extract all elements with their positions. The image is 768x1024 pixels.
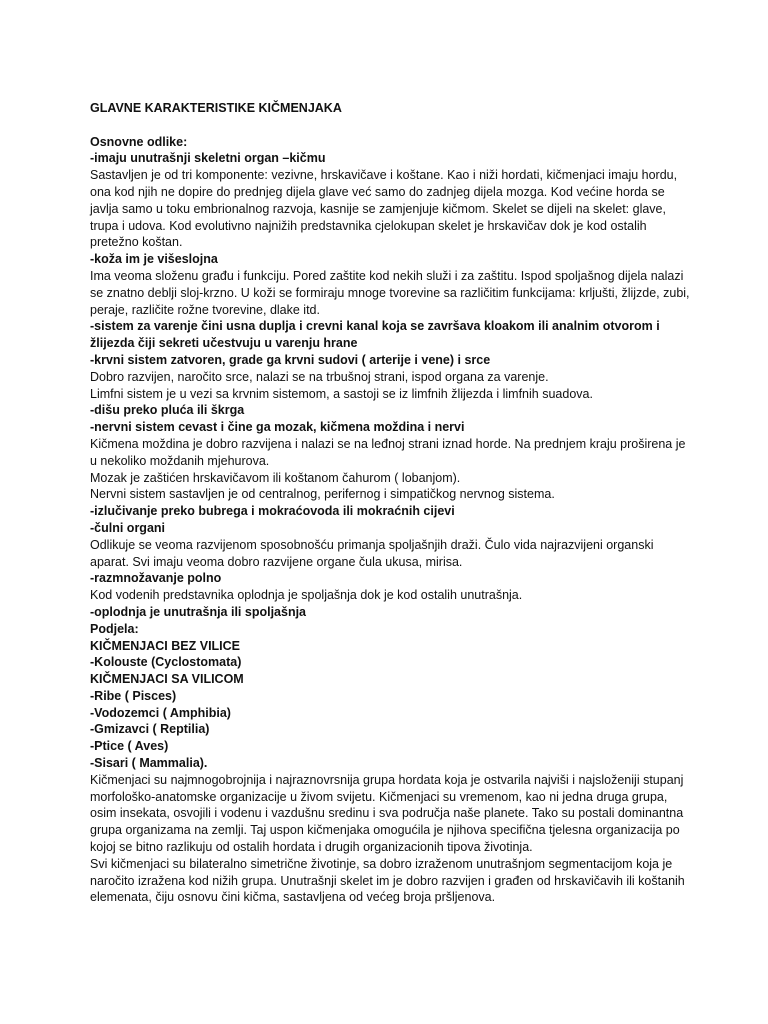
heading-line: Podjela:	[90, 621, 139, 636]
heading-line: -Sisari ( Mammalia).	[90, 756, 208, 771]
document-page	[90, 100, 690, 906]
paragraph: Svi kičmenjaci su bilateralno simetrične životinje, sa dobro izraženom unutrašnjom segmentacijom koja je naročito izražena kod nižih grupa. Unutrašnji skelet im je dobro razvijen i građen od hrskavičavih ili koštanih elemenata, čiju osnovu čini kičma, sastavljena od većeg broja pršljenova.	[90, 856, 685, 905]
paragraph: Nervni sistem sastavljen je od centralnog, perifernog i simpatičkog nervnog sistema.	[90, 487, 555, 502]
heading-line: -sistem za varenje čini usna duplja i crevni kanal koja se završava kloakom ili analnim otvorom i žlijezda čiji sekreti učestvuju u varenju hrane	[90, 319, 660, 351]
heading-line: -razmnožavanje polno	[90, 571, 222, 586]
heading-line: -imaju unutrašnji skeletni organ –kičmu	[90, 151, 326, 166]
paragraph: Limfni sistem je u vezi sa krvnim sistemom, a sastoji se iz limfnih žlijezda i limfnih suadova.	[90, 386, 593, 401]
heading-line: -Kolouste (Cyclostomata)	[90, 655, 242, 670]
spacer	[90, 117, 690, 134]
heading-line: -čulni organi	[90, 520, 165, 535]
paragraph: Ima veoma složenu građu i funkciju. Pored zaštite kod nekih služi i za zaštitu. Ispod spoljašnog dijela nalazi se znatno deblji sloj-krzno. U koži se formiraju mnoge tvorevine sa različitim funkcijama: krljušti, žlijzde, zubi, peraje, različite rožne tvorevine, dlake itd.	[90, 268, 690, 317]
document-body	[90, 134, 690, 907]
heading-line: -dišu preko pluća ili škrga	[90, 403, 245, 418]
heading-line: -Ribe ( Pisces)	[90, 688, 177, 703]
paragraph: Kičmena moždina je dobro razvijena i nalazi se na leđnoj strani iznad horde. Na prednjem kraju proširena je u nekoliko moždanih mjehurova.	[90, 436, 686, 468]
paragraph: Kičmenjaci su najmnogobrojnija i najraznovrsnija grupa hordata koja je ostvarila najviši i najsloženiji stupanj morfološko-anatomske organizacije u živom svijetu. Kičmenjaci su vremenom, kao ni jedna druga grupa, osim insekata, osvojili i vodenu i vazdušnu sredinu i sva područja naše planete. Tako su postali dominantna grupa organizama na zemlji. Taj uspon kičmenjaka omogućila je njihova specifična tjelesna organizacija po kojoj se bitno razlikuju od ostalih hordata i drugih organizacionih tipova životinja.	[90, 772, 684, 855]
paragraph: Dobro razvijen, naročito srce, nalazi se na trbušnoj strani, ispod organa za varenje.	[90, 369, 549, 384]
heading-line: -Gmizavci ( Reptilia)	[90, 722, 210, 737]
paragraph: Kod vodenih predstavnika oplodnja je spoljašnja dok je kod ostalih unutrašnja.	[90, 588, 523, 603]
heading-line: -Ptice ( Aves)	[90, 739, 169, 754]
heading-line: -nervni sistem cevast i čine ga mozak, kičmena moždina i nervi	[90, 420, 465, 435]
heading-line: -oplodnja je unutrašnja ili spoljašnja	[90, 604, 307, 619]
heading-line: Osnovne odlike:	[90, 134, 188, 149]
document-title: GLAVNE KARAKTERISTIKE KIČMENJAKA	[90, 101, 342, 115]
heading-line: -krvni sistem zatvoren, grade ga krvni sudovi ( arterije i vene) i srce	[90, 352, 491, 367]
heading-line: KIČMENJACI BEZ VILICE	[90, 638, 241, 653]
heading-line: -Vodozemci ( Amphibia)	[90, 705, 231, 720]
heading-line: -izlučivanje preko bubrega i mokraćovoda ili mokraćnih cijevi	[90, 504, 455, 519]
heading-line: KIČMENJACI SA VILICOM	[90, 672, 244, 687]
paragraph: Sastavljen je od tri komponente: vezivne, hrskavičave i koštane. Kao i niži hordati, kičmenjaci imaju hordu, ona kod njih ne dopire do prednjeg dijela glave već samo do zadnjeg dijela mozga. Kod većine horda se javlja samo u toku embrionalnog razvoja, kasnije se zamjenjuje kičmom. Skelet se dijeli na skelet: glave, trupa i udova. Kod evolutivno najnižih predstavnika cjelokupan skelet je hrskavičav dok je kod ostalih pretežno koštan.	[90, 168, 678, 250]
heading-line: -koža im je višeslojna	[90, 252, 218, 267]
paragraph: Mozak je zaštićen hrskavičavom ili koštanom čahurom ( lobanjom).	[90, 470, 461, 485]
paragraph: Odlikuje se veoma razvijenom sposobnošću primanja spoljašnjih draži. Čulo vida najrazvijeni organski aparat. Svi imaju veoma dobro razvijene organe čula ukusa, mirisa.	[90, 537, 654, 569]
